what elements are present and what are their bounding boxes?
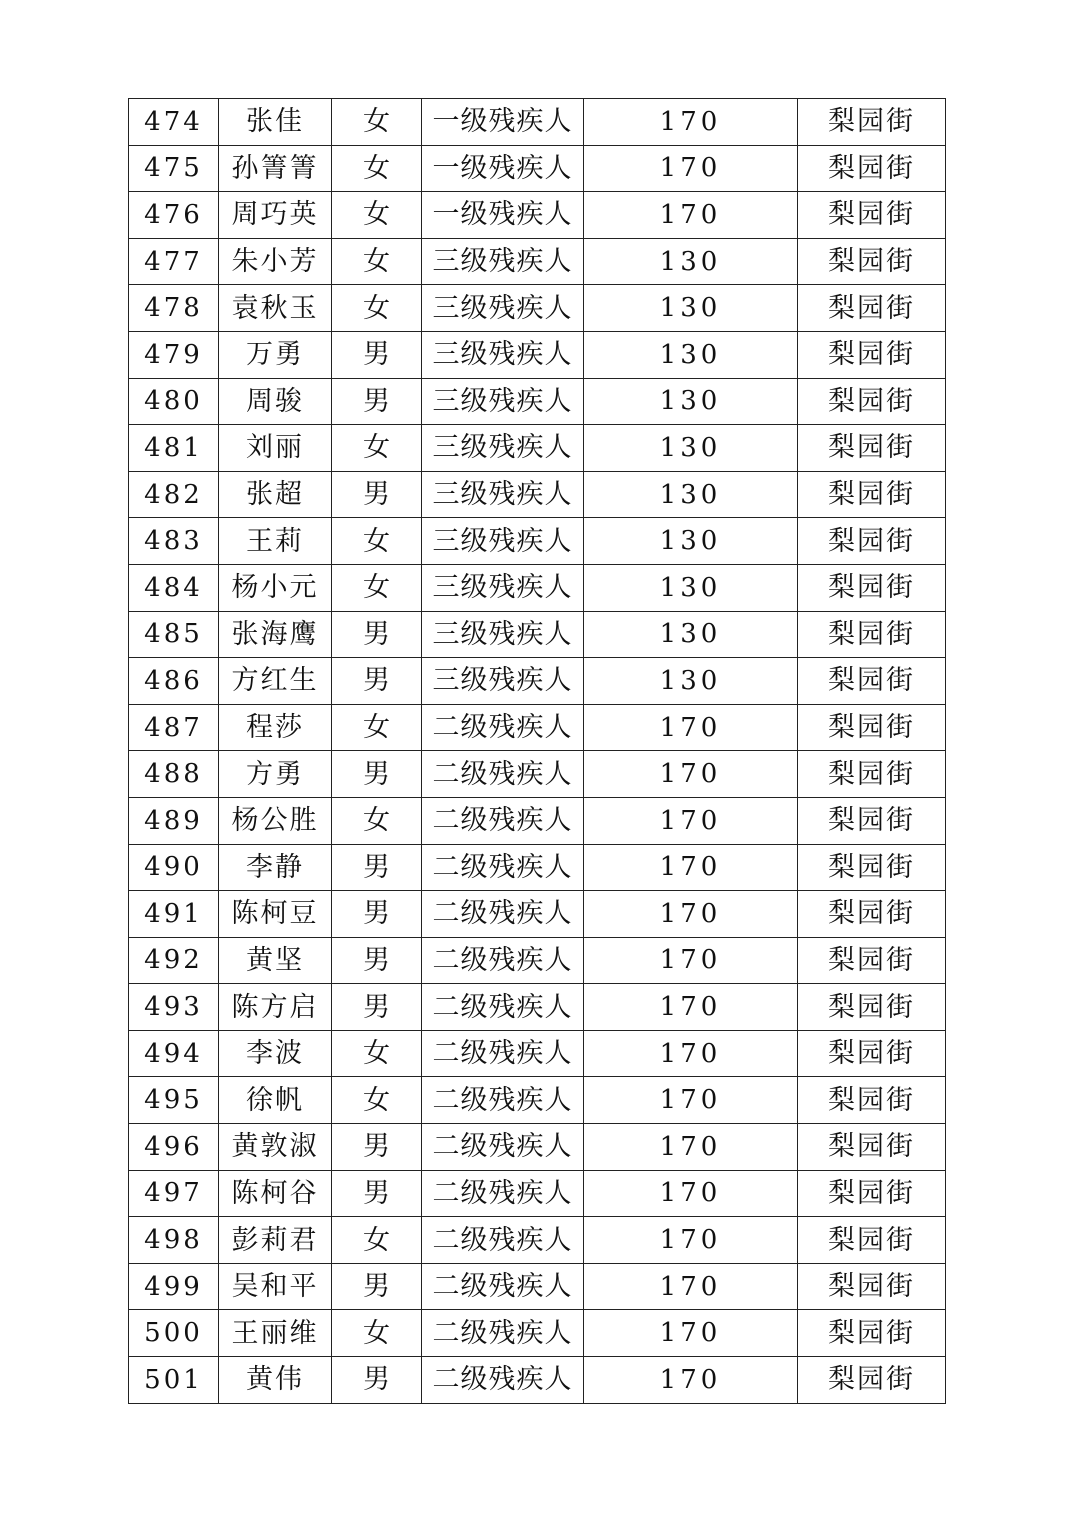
disability-level: 二级残疾人 — [422, 1217, 584, 1264]
table-row — [129, 937, 946, 984]
table-row — [129, 1124, 946, 1171]
disability-level: 三级残疾人 — [422, 658, 584, 705]
gender: 男 — [332, 1357, 422, 1404]
subsidy-amount: 170 — [584, 984, 798, 1031]
table-row — [129, 99, 946, 146]
gender: 女 — [332, 192, 422, 239]
street: 梨园街 — [798, 192, 946, 239]
disability-level: 三级残疾人 — [422, 425, 584, 472]
gender: 女 — [332, 99, 422, 146]
street: 梨园街 — [798, 1263, 946, 1310]
gender: 女 — [332, 145, 422, 192]
gender: 男 — [332, 844, 422, 891]
table-row — [129, 844, 946, 891]
table-row — [129, 984, 946, 1031]
street: 梨园街 — [798, 611, 946, 658]
table-row — [129, 1030, 946, 1077]
subsidy-amount: 170 — [584, 844, 798, 891]
person-name: 王丽维 — [219, 1310, 332, 1357]
disability-level: 二级残疾人 — [422, 704, 584, 751]
disability-level: 三级残疾人 — [422, 564, 584, 611]
person-name: 张超 — [219, 471, 332, 518]
row-number: 477 — [129, 238, 219, 285]
person-name: 朱小芳 — [219, 238, 332, 285]
subsidy-amount: 170 — [584, 1310, 798, 1357]
gender: 女 — [332, 564, 422, 611]
row-number: 483 — [129, 518, 219, 565]
disability-level: 二级残疾人 — [422, 844, 584, 891]
table-row — [129, 331, 946, 378]
subsidy-amount: 170 — [584, 937, 798, 984]
row-number: 491 — [129, 891, 219, 938]
row-number: 479 — [129, 331, 219, 378]
person-name: 袁秋玉 — [219, 285, 332, 332]
subsidy-amount: 130 — [584, 471, 798, 518]
subsidy-amount: 170 — [584, 1217, 798, 1264]
disability-level: 二级残疾人 — [422, 1263, 584, 1310]
street: 梨园街 — [798, 844, 946, 891]
subsidy-amount: 130 — [584, 564, 798, 611]
person-name: 陈方启 — [219, 984, 332, 1031]
gender: 男 — [332, 331, 422, 378]
table-row — [129, 471, 946, 518]
disability-level: 一级残疾人 — [422, 192, 584, 239]
person-name: 张佳 — [219, 99, 332, 146]
table-row — [129, 425, 946, 472]
table-row — [129, 285, 946, 332]
gender: 男 — [332, 891, 422, 938]
row-number: 478 — [129, 285, 219, 332]
subsidy-amount: 170 — [584, 1077, 798, 1124]
table-row — [129, 1170, 946, 1217]
subsidy-amount: 130 — [584, 425, 798, 472]
table-row — [129, 1310, 946, 1357]
gender: 男 — [332, 984, 422, 1031]
table-row — [129, 564, 946, 611]
person-name: 黄坚 — [219, 937, 332, 984]
street: 梨园街 — [798, 704, 946, 751]
person-name: 杨公胜 — [219, 797, 332, 844]
disability-level: 三级残疾人 — [422, 471, 584, 518]
row-number: 486 — [129, 658, 219, 705]
subsidy-amount: 170 — [584, 891, 798, 938]
table-row — [129, 378, 946, 425]
gender: 女 — [332, 1030, 422, 1077]
row-number: 501 — [129, 1357, 219, 1404]
street: 梨园街 — [798, 751, 946, 798]
street: 梨园街 — [798, 238, 946, 285]
subsidy-amount: 130 — [584, 238, 798, 285]
subsidy-amount: 170 — [584, 1124, 798, 1171]
table-row — [129, 145, 946, 192]
street: 梨园街 — [798, 891, 946, 938]
subsidy-amount: 130 — [584, 331, 798, 378]
street: 梨园街 — [798, 797, 946, 844]
gender: 女 — [332, 285, 422, 332]
gender: 男 — [332, 751, 422, 798]
gender: 女 — [332, 238, 422, 285]
street: 梨园街 — [798, 658, 946, 705]
person-name: 陈柯谷 — [219, 1170, 332, 1217]
table-row — [129, 1077, 946, 1124]
disability-level: 二级残疾人 — [422, 1077, 584, 1124]
gender: 男 — [332, 937, 422, 984]
gender: 男 — [332, 658, 422, 705]
row-number: 488 — [129, 751, 219, 798]
person-name: 杨小元 — [219, 564, 332, 611]
disability-level: 二级残疾人 — [422, 984, 584, 1031]
row-number: 474 — [129, 99, 219, 146]
table-row — [129, 1217, 946, 1264]
disability-level: 三级残疾人 — [422, 238, 584, 285]
street: 梨园街 — [798, 331, 946, 378]
disability-level: 三级残疾人 — [422, 611, 584, 658]
gender: 女 — [332, 1217, 422, 1264]
person-name: 王莉 — [219, 518, 332, 565]
gender: 女 — [332, 518, 422, 565]
row-number: 480 — [129, 378, 219, 425]
table-row — [129, 704, 946, 751]
street: 梨园街 — [798, 145, 946, 192]
subsidy-amount: 170 — [584, 145, 798, 192]
gender: 女 — [332, 797, 422, 844]
table-row — [129, 797, 946, 844]
disability-level: 二级残疾人 — [422, 1170, 584, 1217]
subsidy-amount: 170 — [584, 99, 798, 146]
row-number: 498 — [129, 1217, 219, 1264]
table-row — [129, 1357, 946, 1404]
street: 梨园街 — [798, 425, 946, 472]
disability-level: 二级残疾人 — [422, 1030, 584, 1077]
street: 梨园街 — [798, 99, 946, 146]
table-row — [129, 192, 946, 239]
person-name: 刘丽 — [219, 425, 332, 472]
gender: 男 — [332, 1124, 422, 1171]
disability-level: 一级残疾人 — [422, 145, 584, 192]
row-number: 475 — [129, 145, 219, 192]
row-number: 490 — [129, 844, 219, 891]
person-name: 李静 — [219, 844, 332, 891]
disability-level: 二级残疾人 — [422, 891, 584, 938]
subsidy-amount: 130 — [584, 518, 798, 565]
street: 梨园街 — [798, 1030, 946, 1077]
gender: 女 — [332, 704, 422, 751]
street: 梨园街 — [798, 471, 946, 518]
person-name: 彭莉君 — [219, 1217, 332, 1264]
gender: 男 — [332, 378, 422, 425]
row-number: 489 — [129, 797, 219, 844]
row-number: 482 — [129, 471, 219, 518]
disability-level: 二级残疾人 — [422, 751, 584, 798]
subsidy-amount: 170 — [584, 1170, 798, 1217]
person-name: 陈柯豆 — [219, 891, 332, 938]
row-number: 492 — [129, 937, 219, 984]
person-name: 徐帆 — [219, 1077, 332, 1124]
person-name: 黄敦淑 — [219, 1124, 332, 1171]
person-name: 张海鹰 — [219, 611, 332, 658]
disability-level: 三级残疾人 — [422, 378, 584, 425]
row-number: 497 — [129, 1170, 219, 1217]
street: 梨园街 — [798, 1170, 946, 1217]
person-name: 孙箐箐 — [219, 145, 332, 192]
subsidy-amount: 170 — [584, 704, 798, 751]
gender: 男 — [332, 471, 422, 518]
row-number: 485 — [129, 611, 219, 658]
gender: 男 — [332, 1170, 422, 1217]
roster-table-body — [129, 99, 946, 1404]
roster-table — [128, 98, 946, 1404]
disability-level: 二级残疾人 — [422, 1124, 584, 1171]
person-name: 方红生 — [219, 658, 332, 705]
row-number: 484 — [129, 564, 219, 611]
row-number: 496 — [129, 1124, 219, 1171]
subsidy-amount: 130 — [584, 658, 798, 705]
row-number: 499 — [129, 1263, 219, 1310]
subsidy-amount: 170 — [584, 192, 798, 239]
person-name: 万勇 — [219, 331, 332, 378]
subsidy-amount: 170 — [584, 797, 798, 844]
subsidy-amount: 170 — [584, 1357, 798, 1404]
street: 梨园街 — [798, 984, 946, 1031]
street: 梨园街 — [798, 1217, 946, 1264]
person-name: 周骏 — [219, 378, 332, 425]
person-name: 周巧英 — [219, 192, 332, 239]
gender: 男 — [332, 611, 422, 658]
subsidy-amount: 170 — [584, 751, 798, 798]
gender: 女 — [332, 1310, 422, 1357]
street: 梨园街 — [798, 518, 946, 565]
subsidy-amount: 130 — [584, 285, 798, 332]
row-number: 495 — [129, 1077, 219, 1124]
table-row — [129, 891, 946, 938]
table-row — [129, 1263, 946, 1310]
row-number: 476 — [129, 192, 219, 239]
street: 梨园街 — [798, 1357, 946, 1404]
subsidy-amount: 130 — [584, 378, 798, 425]
table-row — [129, 658, 946, 705]
table-row — [129, 518, 946, 565]
disability-level: 二级残疾人 — [422, 937, 584, 984]
street: 梨园街 — [798, 285, 946, 332]
person-name: 吴和平 — [219, 1263, 332, 1310]
disability-level: 三级残疾人 — [422, 518, 584, 565]
disability-level: 一级残疾人 — [422, 99, 584, 146]
person-name: 李波 — [219, 1030, 332, 1077]
street: 梨园街 — [798, 1310, 946, 1357]
disability-level: 二级残疾人 — [422, 1357, 584, 1404]
street: 梨园街 — [798, 1124, 946, 1171]
gender: 男 — [332, 1263, 422, 1310]
person-name: 方勇 — [219, 751, 332, 798]
table-row — [129, 751, 946, 798]
row-number: 481 — [129, 425, 219, 472]
row-number: 487 — [129, 704, 219, 751]
disability-level: 三级残疾人 — [422, 331, 584, 378]
gender: 女 — [332, 1077, 422, 1124]
street: 梨园街 — [798, 378, 946, 425]
row-number: 500 — [129, 1310, 219, 1357]
subsidy-amount: 130 — [584, 611, 798, 658]
subsidy-amount: 170 — [584, 1263, 798, 1310]
disability-level: 二级残疾人 — [422, 1310, 584, 1357]
disability-level: 二级残疾人 — [422, 797, 584, 844]
street: 梨园街 — [798, 937, 946, 984]
table-row — [129, 238, 946, 285]
street: 梨园街 — [798, 564, 946, 611]
row-number: 494 — [129, 1030, 219, 1077]
person-name: 黄伟 — [219, 1357, 332, 1404]
disability-level: 三级残疾人 — [422, 285, 584, 332]
row-number: 493 — [129, 984, 219, 1031]
subsidy-amount: 170 — [584, 1030, 798, 1077]
table-row — [129, 611, 946, 658]
gender: 女 — [332, 425, 422, 472]
person-name: 程莎 — [219, 704, 332, 751]
street: 梨园街 — [798, 1077, 946, 1124]
